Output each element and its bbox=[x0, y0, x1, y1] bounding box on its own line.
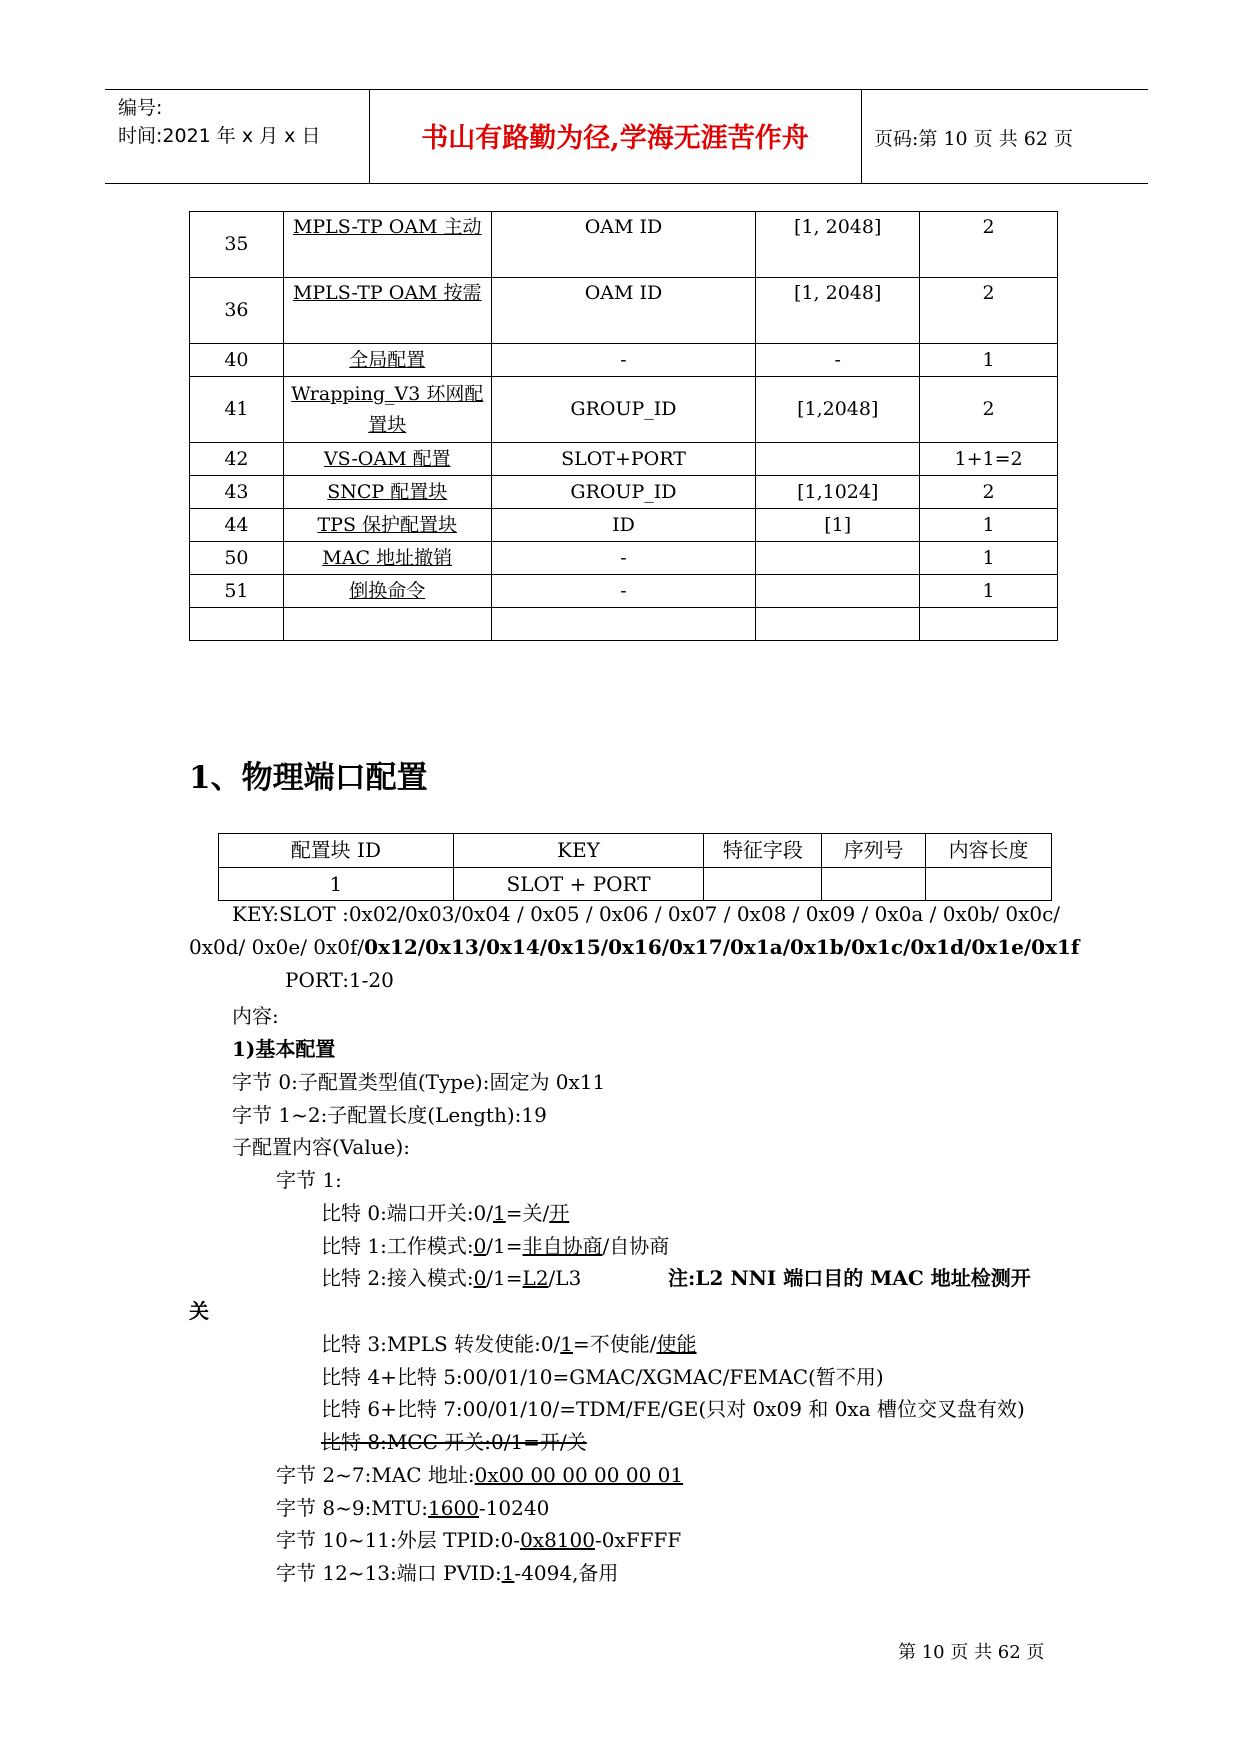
header-cell: 内容长度 bbox=[926, 834, 1052, 868]
table-row bbox=[190, 542, 1058, 575]
table-row bbox=[190, 377, 1058, 443]
table-row bbox=[190, 476, 1058, 509]
header-bottom-rule bbox=[105, 183, 1148, 184]
table-row bbox=[190, 278, 1058, 344]
row-length: 2 bbox=[920, 278, 1058, 344]
row-id: 51 bbox=[190, 575, 284, 608]
row-name: TPS 保护配置块 bbox=[283, 509, 491, 542]
section-heading: 1、物理端口配置 bbox=[189, 760, 428, 796]
row-key: SLOT+PORT bbox=[491, 443, 756, 476]
cell bbox=[822, 868, 926, 901]
key-line-2-bold: 0x12/0x13/0x14/0x15/0x16/0x17/0x1a/0x1b/0x1c/0x1d/0x1e/0x1f bbox=[364, 935, 1080, 959]
table-row bbox=[190, 575, 1058, 608]
row-length: 1 bbox=[920, 344, 1058, 377]
cell bbox=[704, 868, 822, 901]
row-range: [1,1024] bbox=[756, 476, 920, 509]
row-key: - bbox=[491, 344, 756, 377]
row-range: [1] bbox=[756, 509, 920, 542]
row-range: [1,2048] bbox=[756, 377, 920, 443]
row-name: 全局配置 bbox=[283, 344, 491, 377]
row-key: OAM ID bbox=[491, 212, 756, 278]
row-key: GROUP_ID bbox=[491, 476, 756, 509]
row-range: - bbox=[756, 344, 920, 377]
row-range bbox=[756, 542, 920, 575]
basic-config-heading: 1)基本配置 bbox=[232, 1037, 336, 1061]
header-page-info: 页码:第 10 页 共 62 页 bbox=[874, 128, 1073, 150]
row-id: 36 bbox=[190, 278, 284, 344]
row-length: 1 bbox=[920, 509, 1058, 542]
bit8-line: 比特 8:MCC 开关:0/1=开/关 bbox=[321, 1430, 587, 1454]
row-length: 1+1=2 bbox=[920, 443, 1058, 476]
bit3-line: 比特 3:MPLS 转发使能:0/1=不使能/使能 bbox=[321, 1332, 697, 1356]
table-row bbox=[190, 443, 1058, 476]
header-cell: KEY bbox=[453, 834, 704, 868]
row-range bbox=[756, 575, 920, 608]
row-id: 42 bbox=[190, 443, 284, 476]
byte1-label: 字节 1: bbox=[276, 1168, 342, 1192]
header-cell: 配置块 ID bbox=[219, 834, 454, 868]
row-range: [1, 2048] bbox=[756, 212, 920, 278]
doc-number-label: 编号: bbox=[118, 97, 163, 119]
row-range bbox=[756, 443, 920, 476]
header-cell: 序列号 bbox=[822, 834, 926, 868]
byte27-line: 字节 2~7:MAC 地址:0x00 00 00 00 00 01 bbox=[276, 1463, 684, 1487]
table-row bbox=[219, 868, 1052, 901]
row-name: SNCP 配置块 bbox=[283, 476, 491, 509]
value-label: 子配置内容(Value): bbox=[232, 1135, 410, 1159]
byte1011-line: 字节 10~11:外层 TPID:0-0x8100-0xFFFF bbox=[276, 1528, 682, 1552]
key-line-1: KEY:SLOT :0x02/0x03/0x04 / 0x05 / 0x06 / 0x07 / 0x08 / 0x09 / 0x0a / 0x0b/ 0x0c/ bbox=[232, 902, 1061, 926]
port-line: PORT:1-20 bbox=[285, 968, 394, 992]
row-length: 2 bbox=[920, 377, 1058, 443]
table-row-empty bbox=[190, 608, 1058, 641]
byte89-line: 字节 8~9:MTU:1600-10240 bbox=[276, 1496, 550, 1520]
header-divider-2 bbox=[861, 90, 862, 184]
row-length: 2 bbox=[920, 476, 1058, 509]
bit0-line: 比特 0:端口开关:0/1=关/开 bbox=[321, 1201, 570, 1225]
row-key: GROUP_ID bbox=[491, 377, 756, 443]
row-length: 1 bbox=[920, 575, 1058, 608]
row-id: 50 bbox=[190, 542, 284, 575]
row-id: 35 bbox=[190, 212, 284, 278]
row-key: OAM ID bbox=[491, 278, 756, 344]
bit2-note: 注:L2 NNI 端口目的 MAC 地址检测开 bbox=[668, 1266, 1031, 1290]
row-name: 倒换命令 bbox=[283, 575, 491, 608]
header-top-rule bbox=[105, 89, 1148, 90]
table-row bbox=[190, 509, 1058, 542]
row-id: 44 bbox=[190, 509, 284, 542]
content-label: 内容: bbox=[232, 1004, 279, 1028]
row-length: 2 bbox=[920, 212, 1058, 278]
row-name: MAC 地址撤销 bbox=[283, 542, 491, 575]
bit2-line: 比特 2:接入模式:0/1=L2/L3 bbox=[321, 1266, 582, 1290]
key-line-2 bbox=[189, 935, 1080, 959]
row-length: 1 bbox=[920, 542, 1058, 575]
row-key: - bbox=[491, 575, 756, 608]
bit2-note-cont: 关 bbox=[189, 1299, 209, 1323]
key-line-2-normal: 0x0d/ 0x0e/ 0x0f/ bbox=[189, 935, 365, 959]
bit67-line: 比特 6+比特 7:00/01/10/=TDM/FE/GE(只对 0x09 和 0xa 槽位交叉盘有效) bbox=[321, 1397, 1025, 1421]
table-row bbox=[190, 344, 1058, 377]
row-id: 43 bbox=[190, 476, 284, 509]
row-range: [1, 2048] bbox=[756, 278, 920, 344]
cell bbox=[926, 868, 1052, 901]
doc-time-label: 时间:2021 年 x 月 x 日 bbox=[118, 125, 321, 147]
row-name: MPLS-TP OAM 主动 bbox=[283, 212, 491, 278]
row-name: MPLS-TP OAM 按需 bbox=[283, 278, 491, 344]
row-id: 40 bbox=[190, 344, 284, 377]
header-cell: 特征字段 bbox=[704, 834, 822, 868]
header-info bbox=[118, 94, 320, 150]
header-motto: 书山有路勤为径,学海无涯苦作舟 bbox=[421, 123, 809, 154]
row-id: 41 bbox=[190, 377, 284, 443]
table-header-row bbox=[219, 834, 1052, 868]
byte0-line: 字节 0:子配置类型值(Type):固定为 0x11 bbox=[232, 1070, 606, 1094]
row-name: VS-OAM 配置 bbox=[283, 443, 491, 476]
config-block-table bbox=[189, 211, 1058, 641]
row-key: ID bbox=[491, 509, 756, 542]
byte1213-line: 字节 12~13:端口 PVID:1-4094,备用 bbox=[276, 1561, 619, 1585]
port-config-table bbox=[218, 833, 1052, 901]
cell: 1 bbox=[219, 868, 454, 901]
cell: SLOT + PORT bbox=[453, 868, 704, 901]
bit45-line: 比特 4+比特 5:00/01/10=GMAC/XGMAC/FEMAC(暂不用) bbox=[321, 1365, 884, 1389]
byte12-line: 字节 1~2:子配置长度(Length):19 bbox=[232, 1103, 547, 1127]
page-footer: 第 10 页 共 62 页 bbox=[898, 1642, 1045, 1663]
table-row bbox=[190, 212, 1058, 278]
bit1-line: 比特 1:工作模式:0/1=非自协商/自协商 bbox=[321, 1234, 670, 1258]
row-name: Wrapping_V3 环网配置块 bbox=[283, 377, 491, 443]
row-key: - bbox=[491, 542, 756, 575]
